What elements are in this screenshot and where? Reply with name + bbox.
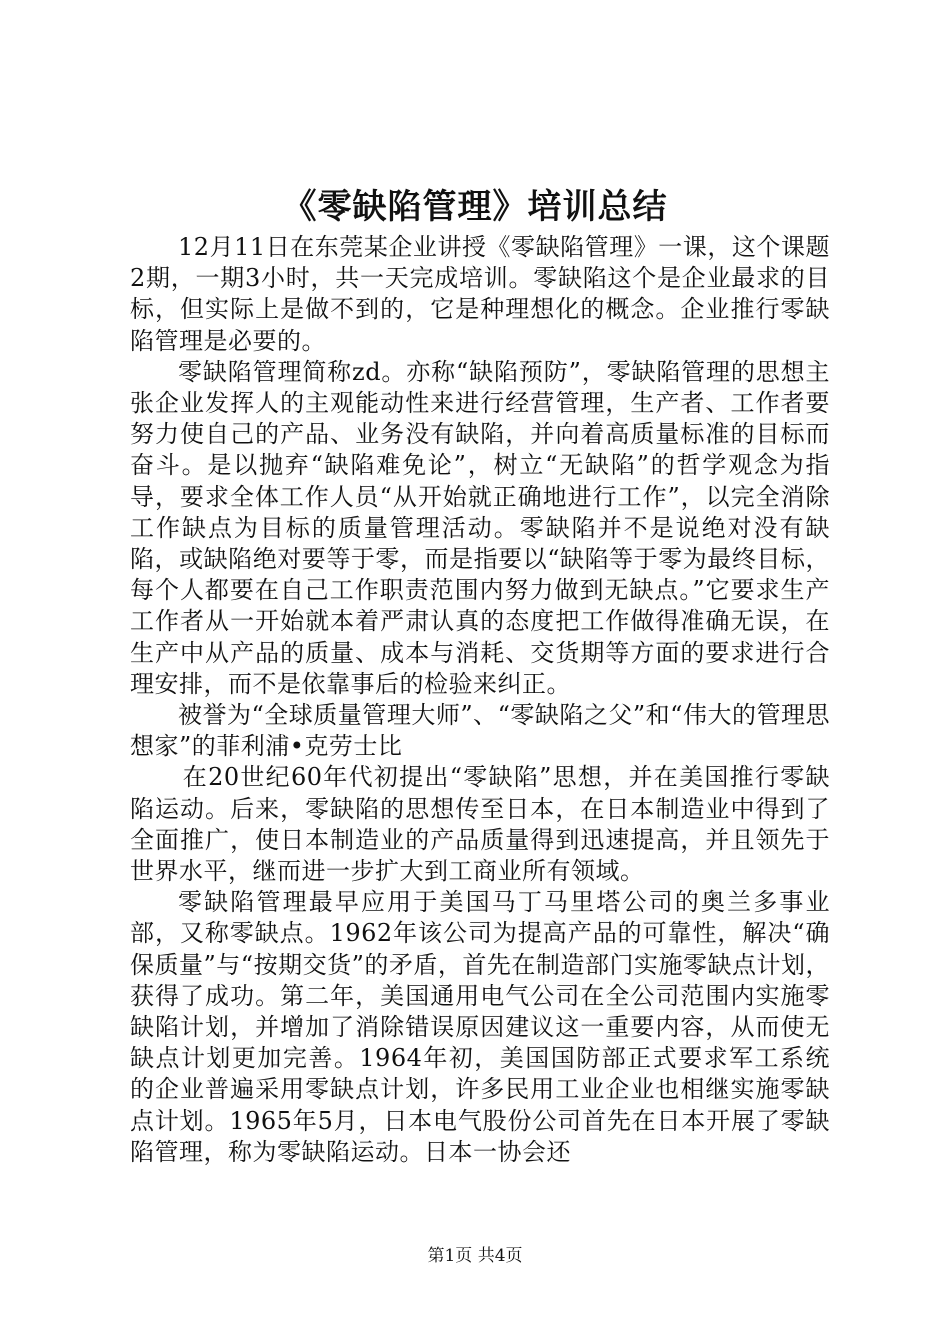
- paragraph-5: 零缺陷管理最早应用于美国马丁马里塔公司的奥兰多事业部，又称零缺点。1962年该公司为提高产品的可靠性，解决“确保质量”与“按期交货”的矛盾，首先在制造部门实施零缺点计划，获得了成功。第二年，美国通用电气公司在全公司范围内实施零缺陷计划，并增加了消除错误原因建议这一重要内容，从而使无缺点计划更加完善。1964年初，美国国防部正式要求军工系统的企业普遍采用零缺点计划，许多民用工业企业也相继实施零缺点计划。1965年5月，日本电气股份公司首先在日本开展了零缺陷管理，称为零缺陷运动。日本一协会还: [130, 888, 830, 1166]
- document-body: [130, 232, 830, 1168]
- page-footer: 第1页 共4页: [427, 1246, 523, 1266]
- document-title: 《零缺陷管理》培训总结: [282, 187, 668, 227]
- paragraph-3: 被誉为“全球质量管理大师”、“零缺陷之父”和“伟大的管理思想家”的菲利浦•克劳士比: [130, 701, 830, 761]
- paragraph-2: 零缺陷管理简称zd。亦称“缺陷预防”，零缺陷管理的思想主张企业发挥人的主观能动性来进行经营管理，生产者、工作者要努力使自己的产品、业务没有缺陷，并向着高质量标准的目标而奋斗。是以抛弃“缺陷难免论”，树立“无缺陷”的哲学观念为指导，要求全体工作人员“从开始就正确地进行工作”，以完全消除工作缺点为目标的质量管理活动。零缺陷并不是说绝对没有缺陷，或缺陷绝对要等于零，而是指要以“缺陷等于零为最终目标，每个人都要在自己工作职责范围内努力做到无缺点。”它要求生产工作者从一开始就本着严肃认真的态度把工作做得准确无误，在生产中从产品的质量、成本与消耗、交货期等方面的要求进行合理安排，而不是依靠事后的检验来纠正。: [130, 357, 830, 698]
- paragraph-1: 12月11日在东莞某企业讲授《零缺陷管理》一课，这个课题2期，一期3小时，共一天完成培训。零缺陷这个是企业最求的目标，但实际上是做不到的，它是种理想化的概念。企业推行零缺陷管理是必要的。: [130, 233, 830, 355]
- paragraph-4: 在20世纪60年代初提出“零缺陷”思想，并在美国推行零缺陷运动。后来，零缺陷的思想传至日本，在日本制造业中得到了全面推广，使日本制造业的产品质量得到迅速提高，并且领先于世界水平，继而进一步扩大到工商业所有领域。: [130, 763, 830, 886]
